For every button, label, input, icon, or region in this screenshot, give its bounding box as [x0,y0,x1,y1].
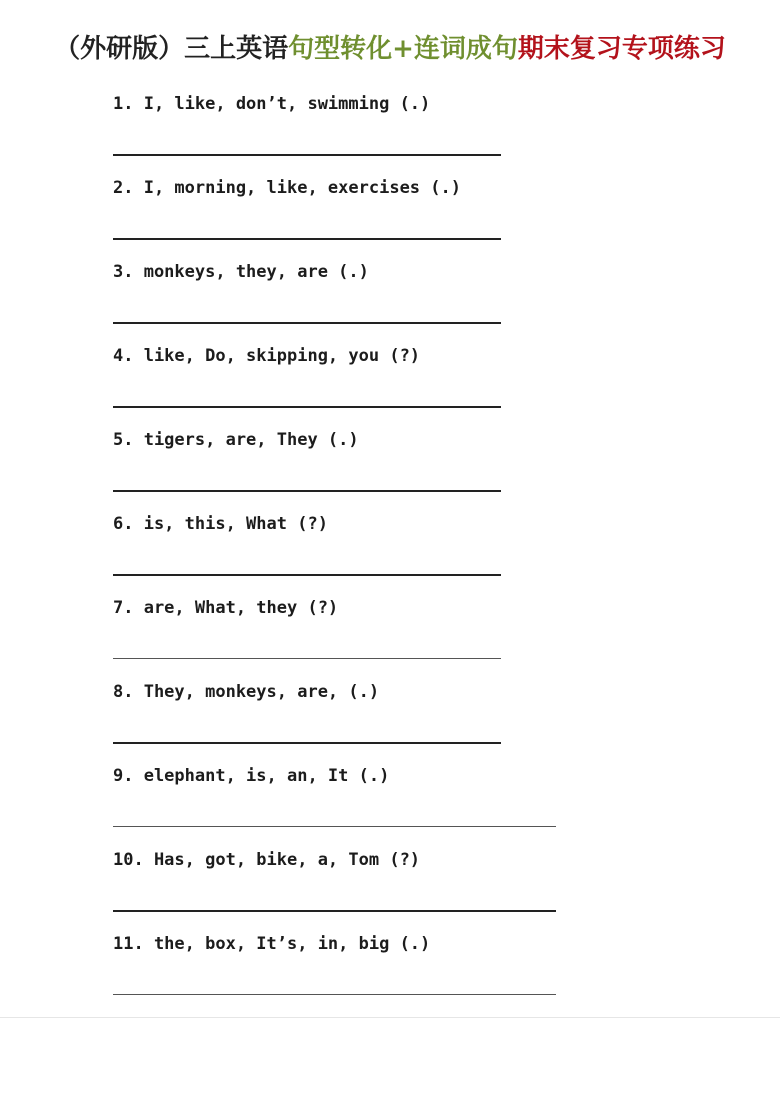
question-prompt: 8. They, monkeys, are, (.) [113,682,380,702]
page-divider [0,1017,780,1018]
question-prompt: 2. I, morning, like, exercises (.) [113,178,461,198]
question-item [113,344,563,428]
question-prompt: 7. are, What, they (?) [113,598,339,618]
question-prompt: 5. tigers, are, They (.) [113,430,359,450]
question-item [113,596,563,680]
question-prompt: 10. Has, got, bike, a, Tom (?) [113,850,421,870]
answer-line[interactable] [113,742,501,744]
question-item [113,92,563,176]
question-item [113,428,563,512]
question-prompt: 4. like, Do, skipping, you (?) [113,346,421,366]
question-item [113,680,563,764]
question-item [113,512,563,596]
question-item [113,848,563,932]
answer-line[interactable] [113,994,556,995]
answer-line[interactable] [113,490,501,492]
worksheet-title [0,28,780,65]
question-prompt: 11. the, box, It’s, in, big (.) [113,934,431,954]
title-part-review: 期末复习专项练习 [517,34,726,64]
answer-line[interactable] [113,322,501,324]
answer-line[interactable] [113,154,501,156]
title-part-publisher: （外研版）三上英语 [54,34,289,64]
question-prompt: 9. elephant, is, an, It (.) [113,766,390,786]
question-prompt: 3. monkeys, they, are (.) [113,262,369,282]
answer-line[interactable] [113,574,501,576]
question-prompt: 6. is, this, What (?) [113,514,328,534]
question-item [113,260,563,344]
question-list [113,92,563,1016]
question-prompt: 1. I, like, don’t, swimming (.) [113,94,431,114]
answer-line[interactable] [113,658,501,659]
answer-line[interactable] [113,406,501,408]
question-item [113,932,563,1016]
title-part-topic: 句型转化+连词成句 [288,34,518,64]
question-item [113,176,563,260]
answer-line[interactable] [113,826,556,827]
question-item [113,764,563,848]
answer-line[interactable] [113,910,556,912]
answer-line[interactable] [113,238,501,240]
